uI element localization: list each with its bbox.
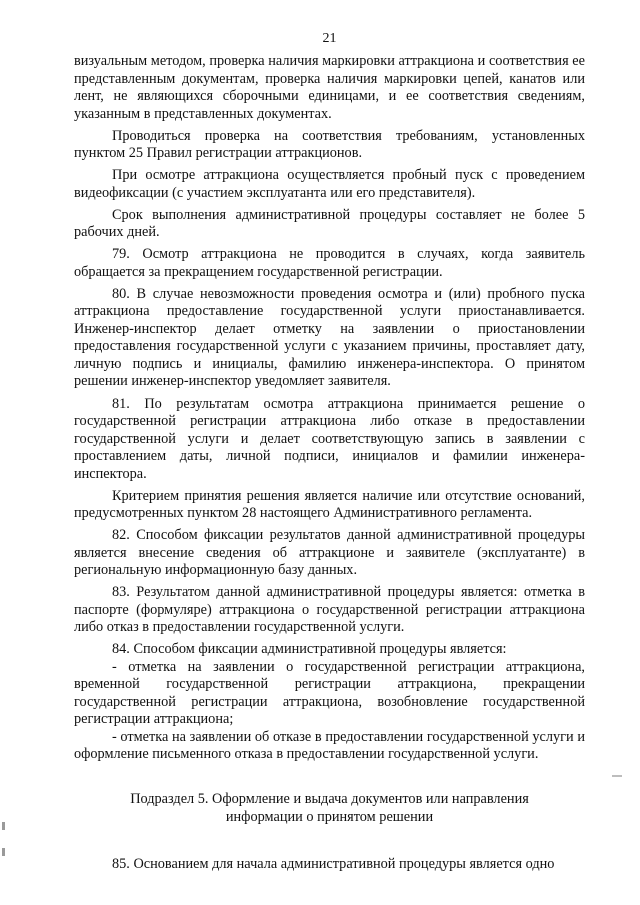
paragraph-item-81: 81. По результатам осмотра аттракциона принимается решение о государственной регистрации аттракциона либо отказе в предоставлении государственной услуги и делает соответствующую запись в заявлении с проставлением даты, личной подписи, инициалов и фамилии инженера-инспектора. bbox=[74, 395, 585, 482]
paragraph-decision-criterion: Критерием принятия решения является наличие или отсутствие оснований, предусмотренных пунктом 28 настоящего Административного регламента. bbox=[74, 487, 585, 522]
paragraph-trial-run: При осмотре аттракциона осуществляется пробный пуск с проведением видеофиксации (с участием эксплуатанта или его представителя). bbox=[74, 167, 585, 201]
body-text-top bbox=[74, 53, 585, 764]
scan-margin-mark bbox=[2, 848, 5, 856]
document-page bbox=[74, 30, 585, 878]
scan-corner-mark bbox=[612, 775, 622, 777]
scan-margin-mark bbox=[2, 822, 5, 830]
paragraph-deadline: Срок выполнения административной процедуры составляет не более 5 рабочих дней. bbox=[74, 206, 585, 241]
page-number: 21 bbox=[322, 31, 337, 46]
paragraph-item-80: 80. В случае невозможности проведения осмотра и (или) пробного пуска аттракциона предоставление государственной услуги приостанавливается. Инженер-инспектор делает отметку на заявлении о приостановлении предоставления государственной услуги с указанием причины, проставляет дату, личную подпись и инициалы, фамилию инженера-инспектора. О принятом решении инженер-инспектор уведомляет заявителя. bbox=[74, 285, 585, 390]
paragraph-item-82: 82. Способом фиксации результатов данной административной процедуры является внесение сведения об аттракционе и заявителе (эксплуатанте) в региональную информационную базу данных. bbox=[74, 527, 585, 579]
subsection-heading bbox=[74, 790, 585, 826]
paragraph-continuation: визуальным методом, проверка наличия маркировки аттракциона и соответствия ее представленным документам, проверка наличия маркировки цепей, канатов или лент, не являющихся сборочными единицами, и ее соответствия сведениям, указанным в представленных документах. bbox=[74, 53, 585, 122]
subsection-heading-line-1: Подраздел 5. Оформление и выдача документов или направления bbox=[130, 790, 529, 807]
paragraph-rules-check: Проводиться проверка на соответствия требованиям, установленных пунктом 25 Правил регистрации аттракционов. bbox=[74, 127, 585, 162]
list-item-registration-mark: - отметка на заявлении о государственной регистрации аттракциона, временной государственной регистрации аттракциона, прекращении государственной регистрации аттракциона, возобновление государственной регистрации аттракциона; bbox=[74, 658, 585, 728]
paragraph-item-79: 79. Осмотр аттракциона не проводится в случаях, когда заявитель обращается за прекращением государственной регистрации. bbox=[74, 246, 585, 280]
list-item-refusal-mark: - отметка на заявлении об отказе в предоставлении государственной услуги и оформление письменного отказа в предоставлении государственной услуги. bbox=[74, 728, 585, 763]
paragraph-item-84: 84. Способом фиксации административной процедуры является: bbox=[112, 641, 507, 658]
paragraph-item-85: 85. Основанием для начала административной процедуры является одно bbox=[112, 855, 555, 872]
paragraph-item-83: 83. Результатом данной административной процедуры является: отметка в паспорте (формуляре) аттракциона о государственной регистрации аттракциона либо отказ в предоставлении государственной услуги. bbox=[74, 584, 585, 636]
subsection-heading-line-2: информации о принятом решении bbox=[225, 808, 434, 825]
